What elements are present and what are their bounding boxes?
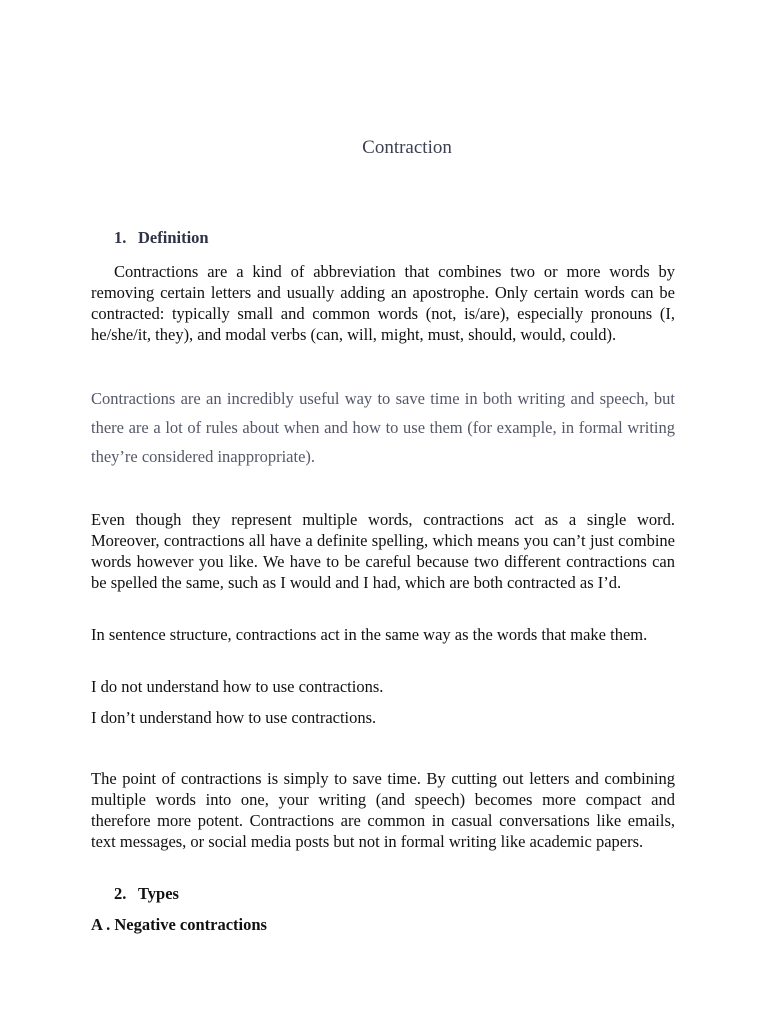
- page-title: Contraction: [362, 137, 452, 158]
- section-heading-definition: [114, 227, 209, 249]
- section-number: 1.: [114, 228, 127, 247]
- definition-paragraph: Contractions are a kind of abbreviation that combines two or more words by removing certain letters and usually adding an apostrophe. Only certain words can be contracted: typically small and common words (not, is/are), especially pronouns (I, he/she/it, they), and modal verbs (can, will, might, must, should, would, could).: [91, 262, 675, 344]
- sentence-structure-paragraph: In sentence structure, contractions act in the same way as the words that make them.: [91, 625, 648, 644]
- purpose-paragraph: The point of contractions is simply to save time. By cutting out letters and combining multiple words into one, your writing (and speech) becomes more compact and therefore more potent. Contractions are common in casual conversations like emails, text messages, or social media posts but not in formal writing like academic papers.: [91, 769, 675, 851]
- section-heading-label: Definition: [138, 228, 209, 247]
- example-sentence-contracted: I don’t understand how to use contractions.: [91, 708, 377, 727]
- subheading-negative-contractions: A . Negative contractions: [91, 915, 267, 934]
- section-heading-label: Types: [138, 884, 179, 903]
- section-heading-types: [114, 883, 179, 905]
- example-sentence-full: I do not understand how to use contractions.: [91, 677, 384, 696]
- usage-paragraph: Contractions are an incredibly useful way to save time in both writing and speech, but there are a lot of rules about when and how to use them (for example, in formal writing they’re considered inappropriate).: [91, 389, 675, 466]
- section-number: 2.: [114, 884, 127, 903]
- single-word-paragraph: Even though they represent multiple words, contractions act as a single word. Moreover, contractions all have a definite spelling, which means you can’t just combine words however you like. We have to be careful because two different contractions can be spelled the same, such as I would and I had, which are both contracted as I’d.: [91, 510, 675, 592]
